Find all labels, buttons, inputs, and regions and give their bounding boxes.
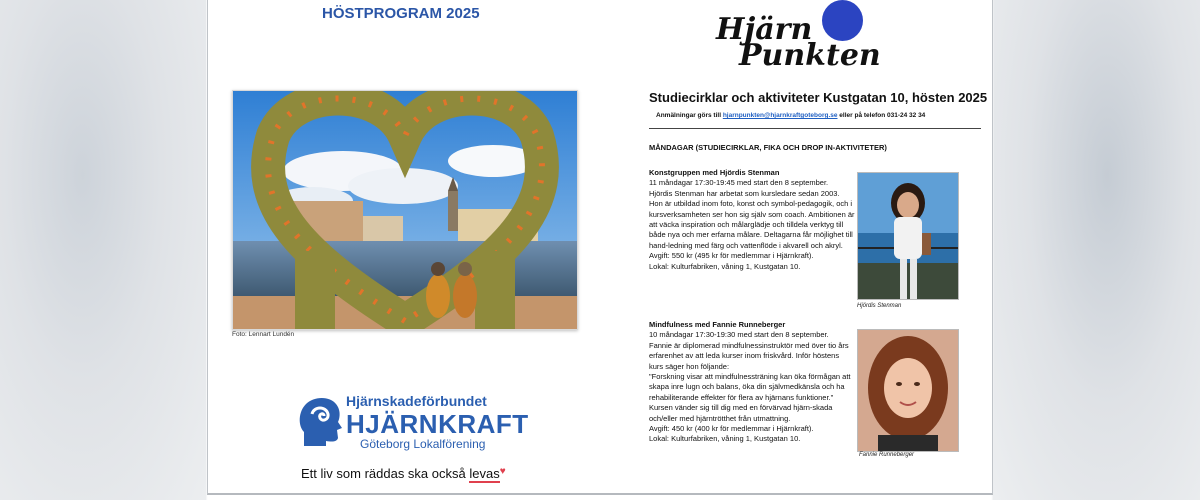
course-location: Lokal: Kulturfabriken, våning 1, Kustgatan 10. <box>649 434 801 444</box>
portrait-fannie <box>857 329 959 452</box>
course-title: Mindfulness med Fannie Runneberger <box>649 320 786 329</box>
registration-suffix: eller på telefon 031-24 32 34 <box>837 112 926 119</box>
background-blur-right <box>994 0 1200 500</box>
program-title: HÖSTPROGRAM 2025 <box>322 5 480 22</box>
registration-info <box>656 112 925 119</box>
portrait-caption-hjordis: Hjördis Stenman <box>857 303 902 309</box>
org-name-line3: Göteborg Lokalförening <box>360 437 486 451</box>
photo-caption: Foto: Lennart Lundén <box>232 331 295 338</box>
course-schedule: 10 måndagar 17:30-19:30 med start den 8 september. <box>649 330 829 340</box>
course-konstgruppen <box>649 168 855 272</box>
slogan-emphasis: levas <box>469 466 500 481</box>
registration-email-link[interactable]: hjarnpunkten@hjarnkraftgoteborg.se <box>722 112 838 119</box>
heart-icon: ♥ <box>499 466 506 477</box>
course-title: Konstgruppen med Hjördis Stenman <box>649 168 780 177</box>
course-schedule: 11 måndagar 17:30-19:45 med start den 8 september. <box>649 178 829 188</box>
course-description: Fannie är diplomerad mindfulnessinstruktör med över tio års erfarenhet av att leda kurser inom friskvård. Inför höstens kurs säger hon följande: <box>649 340 849 371</box>
course-location: Lokal: Kulturfabriken, våning 1, Kustgatan 10. <box>649 261 801 271</box>
slogan-text: Ett liv som räddas ska också <box>301 466 470 481</box>
hjarnkraft-logo <box>296 392 529 454</box>
page-heading: Studiecirklar och aktiviteter Kustgatan 10, hösten 2025 <box>649 90 988 105</box>
course-audience: Kursen vänder sig till dig med en förvärvad hjärn-skada och/eller med hjärntrötthet från utmattning. <box>649 403 833 423</box>
head-profile-icon <box>296 394 342 450</box>
portrait-caption-fannie: Fannie Runneberger <box>859 452 915 458</box>
slogan <box>301 466 506 481</box>
course-mindfulness <box>649 320 855 445</box>
logo-dot <box>822 0 863 41</box>
org-name-line2: HJÄRNKRAFT <box>346 409 529 439</box>
course-description: Hjördis Stenman har arbetat som kursledare sedan 2003. Hon är utbildad inom foto, konst och symbol-pedagogik, och i kursverksamheten ser hon sig själv som coach. Ambitionen är att väcka inspiration och målarglädje och tilldela verktyg till både nya och mer erfarna målare. Deltagarna får möjlighet till hand-ledning med färg och vattenflöde i akvarell och akryl. <box>649 188 855 250</box>
section-heading: MÅNDAGAR (STUDIECIRKLAR, FIKA OCH DROP IN-AKTIVITETER) <box>649 143 887 152</box>
heart-sculpture-photo <box>232 90 578 330</box>
registration-prefix: Anmälningar görs till <box>656 112 723 119</box>
course-price: Avgift: 550 kr (495 kr för medlemmar i Hjärnkraft). <box>649 251 814 261</box>
document-spread <box>207 0 993 495</box>
course-price: Avgift: 450 kr (400 kr för medlemmar i Hjärnkraft). <box>649 424 814 434</box>
divider <box>649 128 981 129</box>
background-blur-left <box>0 0 206 500</box>
org-name-line1: Hjärnskadeförbundet <box>346 393 487 409</box>
portrait-hjordis <box>857 172 959 300</box>
hjarnpunkten-logo <box>713 0 893 82</box>
logo-word-punkten: Punkten <box>739 38 881 73</box>
course-quote: "Forskning visar att mindfulnessträning kan öka förmågan att skapa inre lugn och balans, öka din självmedkänsla och ha rehabiliterande effekter för flera av hjärnans funktioner." <box>649 372 851 402</box>
logo-word-hjarn: Hjärn <box>716 12 813 47</box>
